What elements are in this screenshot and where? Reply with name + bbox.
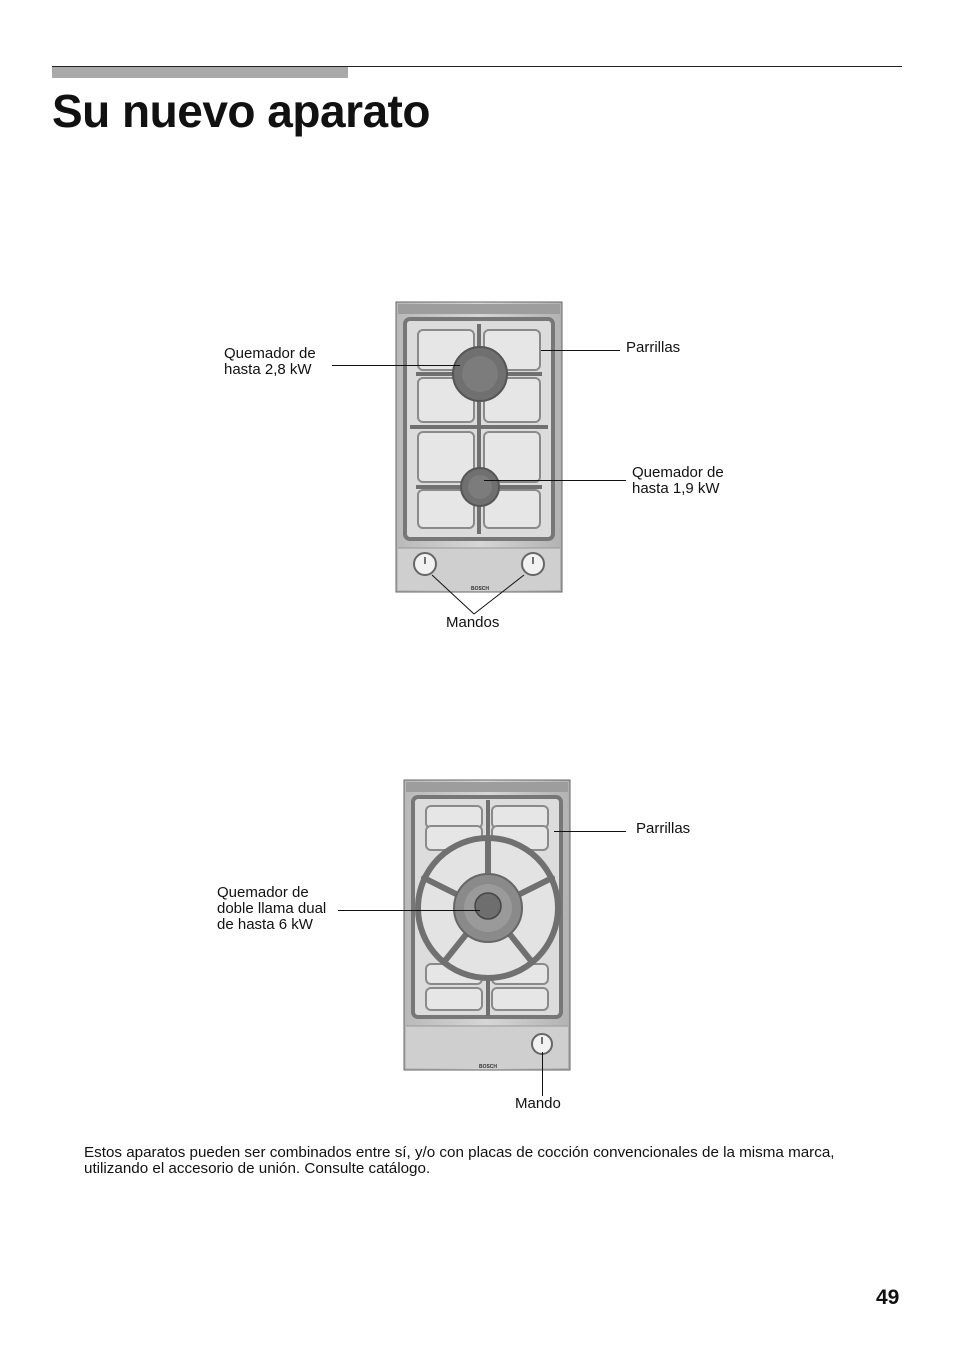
brand-logo: BOSCH (478, 1064, 498, 1070)
leader-grids-1 (541, 350, 620, 351)
leader-burner-small (484, 480, 626, 481)
label-wok-burner: Quemador de doble llama dual de hasta 6 kW (217, 884, 327, 933)
body-paragraph: Estos aparatos pueden ser combinados entre sí, y/o con placas de cocción convencionales de la misma marca, utilizando el accesorio de unión. Consulte catálogo. (84, 1144, 835, 1177)
brand-logo: BOSCH (470, 586, 490, 592)
leader-burner-large (332, 365, 460, 366)
leader-knob (542, 1052, 543, 1096)
leader-knobs (428, 572, 528, 617)
hob-wok-burner-illustration (404, 780, 572, 1072)
leader-wok-burner (338, 910, 480, 911)
label-burner-large: Quemador de hasta 2,8 kW (224, 345, 316, 378)
label-knob: Mando (515, 1095, 561, 1112)
header-rule-thick (52, 67, 348, 78)
page-title: Su nuevo aparato (52, 85, 430, 137)
label-knobs: Mandos (446, 614, 500, 631)
label-grids-2: Parrillas (636, 820, 691, 837)
label-burner-small: Quemador de hasta 1,9 kW (632, 464, 724, 497)
hob-two-burner-illustration (396, 302, 564, 594)
leader-grids-2 (554, 831, 626, 832)
page-number: 49 (876, 1286, 900, 1309)
label-grids-1: Parrillas (626, 339, 681, 356)
